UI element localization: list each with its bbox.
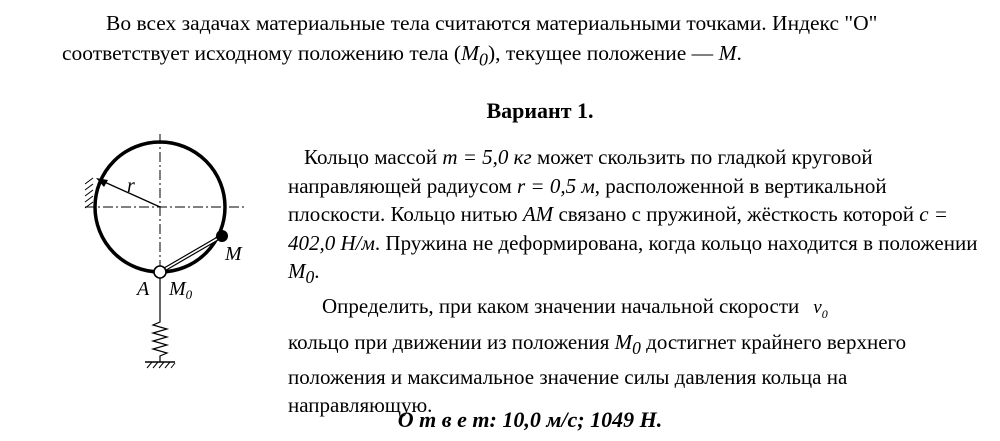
ring-m: [216, 230, 228, 242]
ground-hatching: [147, 362, 175, 368]
intro-text-2: ), текущее положение —: [487, 41, 719, 65]
p2-text-a: Определить, при каком значении начальной скорости: [322, 293, 800, 318]
stiffness-value: c = 402,0 Н/м: [288, 202, 948, 255]
hinge-a: [154, 266, 166, 278]
p1-text-a: Кольцо массой: [304, 145, 443, 169]
label-r: r: [127, 175, 135, 197]
problem-paragraph-2: [288, 292, 988, 420]
intro-text-3: .: [736, 41, 742, 65]
label-A: A: [137, 278, 150, 300]
intro-m0-sub: 0: [479, 49, 488, 70]
ring-diagram: [75, 132, 275, 372]
answer-line: О т в е т: 10,0 м/с; 1049 Н.: [397, 407, 663, 432]
label-M: M: [225, 243, 242, 265]
intro-paragraph: [62, 8, 992, 74]
intro-m0: M: [461, 41, 480, 65]
v0-symbol: $v_0$: [813, 296, 828, 321]
wall-hatching: [85, 178, 93, 208]
radius-value: r = 0,5 м: [517, 173, 595, 198]
spring-coil: [153, 318, 167, 362]
problem-paragraph-1: [288, 143, 988, 292]
p1-text-e: . Пружина не деформирована, когда кольцо находится в положении: [374, 230, 978, 255]
thread-name: AM: [522, 202, 554, 226]
p1-m0-sub: 0: [305, 267, 315, 288]
p1-text-d: связано с пружиной, жёсткость которой: [553, 202, 920, 226]
intro-text: Во всех задачах материальные тела считаются материальными точками. Индекс "О" соответствует исходному положению тела (: [62, 11, 878, 65]
variant-title: Вариант 1.: [486, 98, 594, 123]
problem-text: [288, 143, 988, 420]
p1-m0: M: [288, 259, 306, 283]
p2-m0: M: [614, 329, 633, 354]
label-M0: $M_0$: [169, 278, 193, 302]
p1-text-b: может скользить по гладкой круговой направляющей радиусом: [288, 145, 873, 198]
mass-value: m = 5,0 кг: [442, 145, 532, 169]
p2-text-b: кольцо при движении из положения: [288, 329, 615, 354]
thread-am-inner: [160, 236, 222, 272]
p2-text-c: достигнет крайнего верхнего положения и максимальное значение силы давления кольца на направляющую.: [288, 329, 907, 418]
p2-m0-sub: 0: [632, 338, 641, 359]
p1-text-c: , расположенной в вертикальной плоскости. Кольцо нитью: [288, 173, 887, 226]
p1-text-f: .: [314, 259, 320, 283]
intro-m: M: [718, 41, 737, 65]
